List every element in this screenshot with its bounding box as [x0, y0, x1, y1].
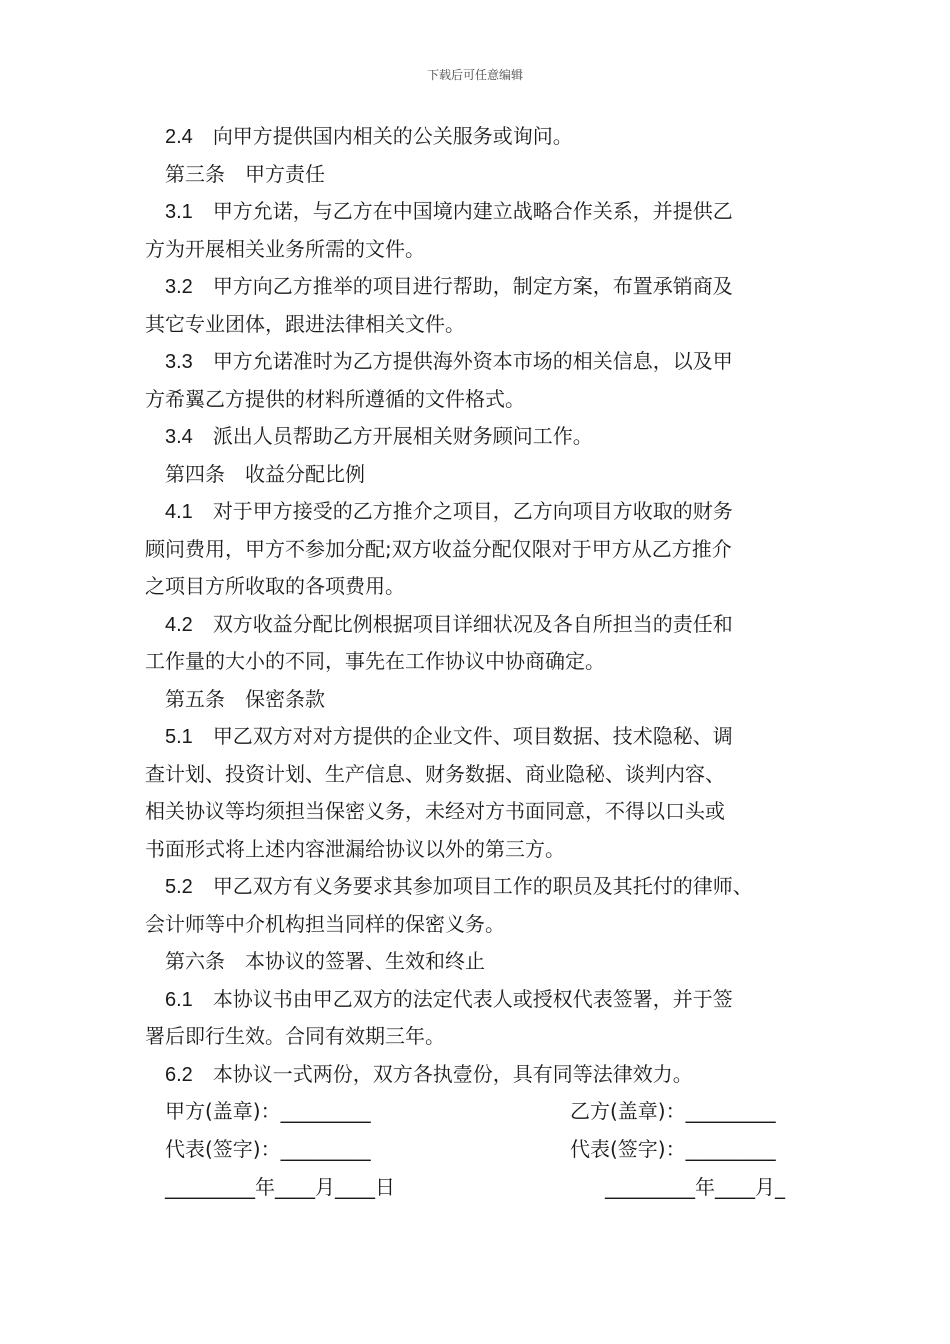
clause-text: 本协议一式两份，双方各执壹份，具有同等法律效力。 [212, 1061, 693, 1086]
party-b-date: _________年____月_ [605, 1175, 785, 1199]
clause-number: 5.2 [165, 876, 193, 898]
seal-row [145, 1093, 815, 1131]
clause-line [145, 418, 815, 456]
clause-text: 本协议书由甲乙双方的法定代表人或授权代表签署，并于签 [212, 986, 733, 1011]
clause-text: 甲方允诺，与乙方在中国境内建立战略合作关系，并提供乙 [212, 199, 733, 223]
clause-text: 向甲方提供国内相关的公关服务或询问。 [212, 124, 573, 148]
clause-text: 双方收益分配比例根据项目详细状况及各自所担当的责任和 [212, 611, 733, 636]
clause-line [145, 868, 815, 906]
party-b-seal: 乙方(盖章)：_________ [570, 1099, 776, 1123]
clause-continuation [145, 793, 815, 831]
representative-row [145, 1131, 815, 1169]
clause-text: 第六条 本协议的签署、生效和终止 [165, 949, 485, 973]
clause-continuation [145, 643, 815, 681]
clause-continuation [145, 906, 815, 944]
page-header: 下载后可任意编辑 [426, 68, 523, 82]
clause-text: 其它专业团体，跟进法律相关文件。 [145, 311, 465, 336]
clause-line [145, 718, 815, 756]
clause-continuation [145, 756, 815, 794]
date-row [145, 1169, 815, 1207]
clause-continuation [145, 568, 815, 606]
clause-text: 对于甲方接受的乙方推介之项目，乙方向项目方收取的财务 [212, 499, 733, 523]
clause-text: 书面形式将上述内容泄漏给协议以外的第三方。 [145, 836, 565, 861]
clause-text: 相关协议等均须担当保密义务，未经对方书面同意，不得以口头或 [145, 799, 725, 823]
contract-body [145, 118, 815, 1207]
clause-text: 第五条 保密条款 [165, 686, 325, 711]
clause-text: 方为开展相关业务所需的文件。 [145, 236, 425, 261]
article-heading [145, 456, 815, 494]
clause-line [145, 981, 815, 1019]
clause-text: 查计划、投资计划、生产信息、财务数据、商业隐秘、谈判内容、 [145, 761, 725, 786]
party-a-date: _________年____月____日 [165, 1175, 395, 1199]
clause-text: 甲乙双方对对方提供的企业文件、项目数据、技术隐秘、调 [212, 724, 733, 748]
clause-lines [145, 118, 815, 1093]
party-b-representative: 代表(签字)：_________ [570, 1137, 776, 1161]
clause-text: 之项目方所收取的各项费用。 [145, 574, 405, 598]
clause-continuation [145, 231, 815, 269]
clause-text: 顾问费用，甲方不参加分配;双方收益分配仅限对于甲方从乙方推介 [145, 536, 732, 561]
clause-text: 方希翼乙方提供的材料所遵循的文件格式。 [145, 386, 525, 411]
clause-number: 4.1 [165, 501, 193, 523]
clause-line [145, 118, 815, 156]
clause-number: 3.1 [165, 201, 193, 223]
clause-number: 6.1 [165, 988, 193, 1011]
clause-line [145, 606, 815, 644]
clause-text: 第三条 甲方责任 [165, 161, 325, 186]
clause-text: 会计师等中介机构担当同样的保密义务。 [145, 911, 505, 936]
clause-number: 3.4 [165, 426, 193, 448]
clause-continuation [145, 381, 815, 419]
clause-line [145, 268, 815, 306]
clause-continuation [145, 831, 815, 869]
article-heading [145, 943, 815, 981]
clause-line [145, 1056, 815, 1094]
clause-text: 甲乙双方有义务要求其参加项目工作的职员及其托付的律师、 [212, 874, 753, 898]
clause-line [145, 343, 815, 381]
clause-text: 派出人员帮助乙方开展相关财务顾问工作。 [212, 424, 593, 448]
clause-number: 2.4 [165, 126, 193, 148]
clause-text: 工作量的大小的不同，事先在工作协议中协商确定。 [145, 649, 605, 673]
clause-text: 甲方允诺准时为乙方提供海外资本市场的相关信息，以及甲 [212, 349, 733, 373]
article-heading [145, 156, 815, 194]
clause-text: 第四条 收益分配比例 [165, 461, 365, 486]
clause-text: 署后即行生效。合同有效期三年。 [145, 1024, 445, 1048]
clause-text: 甲方向乙方推举的项目进行帮助，制定方案，布置承销商及 [212, 274, 733, 298]
article-heading [145, 681, 815, 719]
clause-number: 3.2 [165, 276, 193, 298]
clause-number: 4.2 [165, 613, 193, 636]
clause-line [145, 493, 815, 531]
clause-number: 6.2 [165, 1063, 193, 1086]
party-a-seal: 甲方(盖章)：_________ [165, 1099, 371, 1123]
clause-continuation [145, 306, 815, 344]
clause-continuation [145, 531, 815, 569]
clause-number: 3.3 [165, 351, 193, 373]
clause-number: 5.1 [165, 726, 193, 748]
party-a-representative: 代表(签字)：_________ [165, 1137, 371, 1161]
clause-continuation [145, 1018, 815, 1056]
clause-line [145, 193, 815, 231]
